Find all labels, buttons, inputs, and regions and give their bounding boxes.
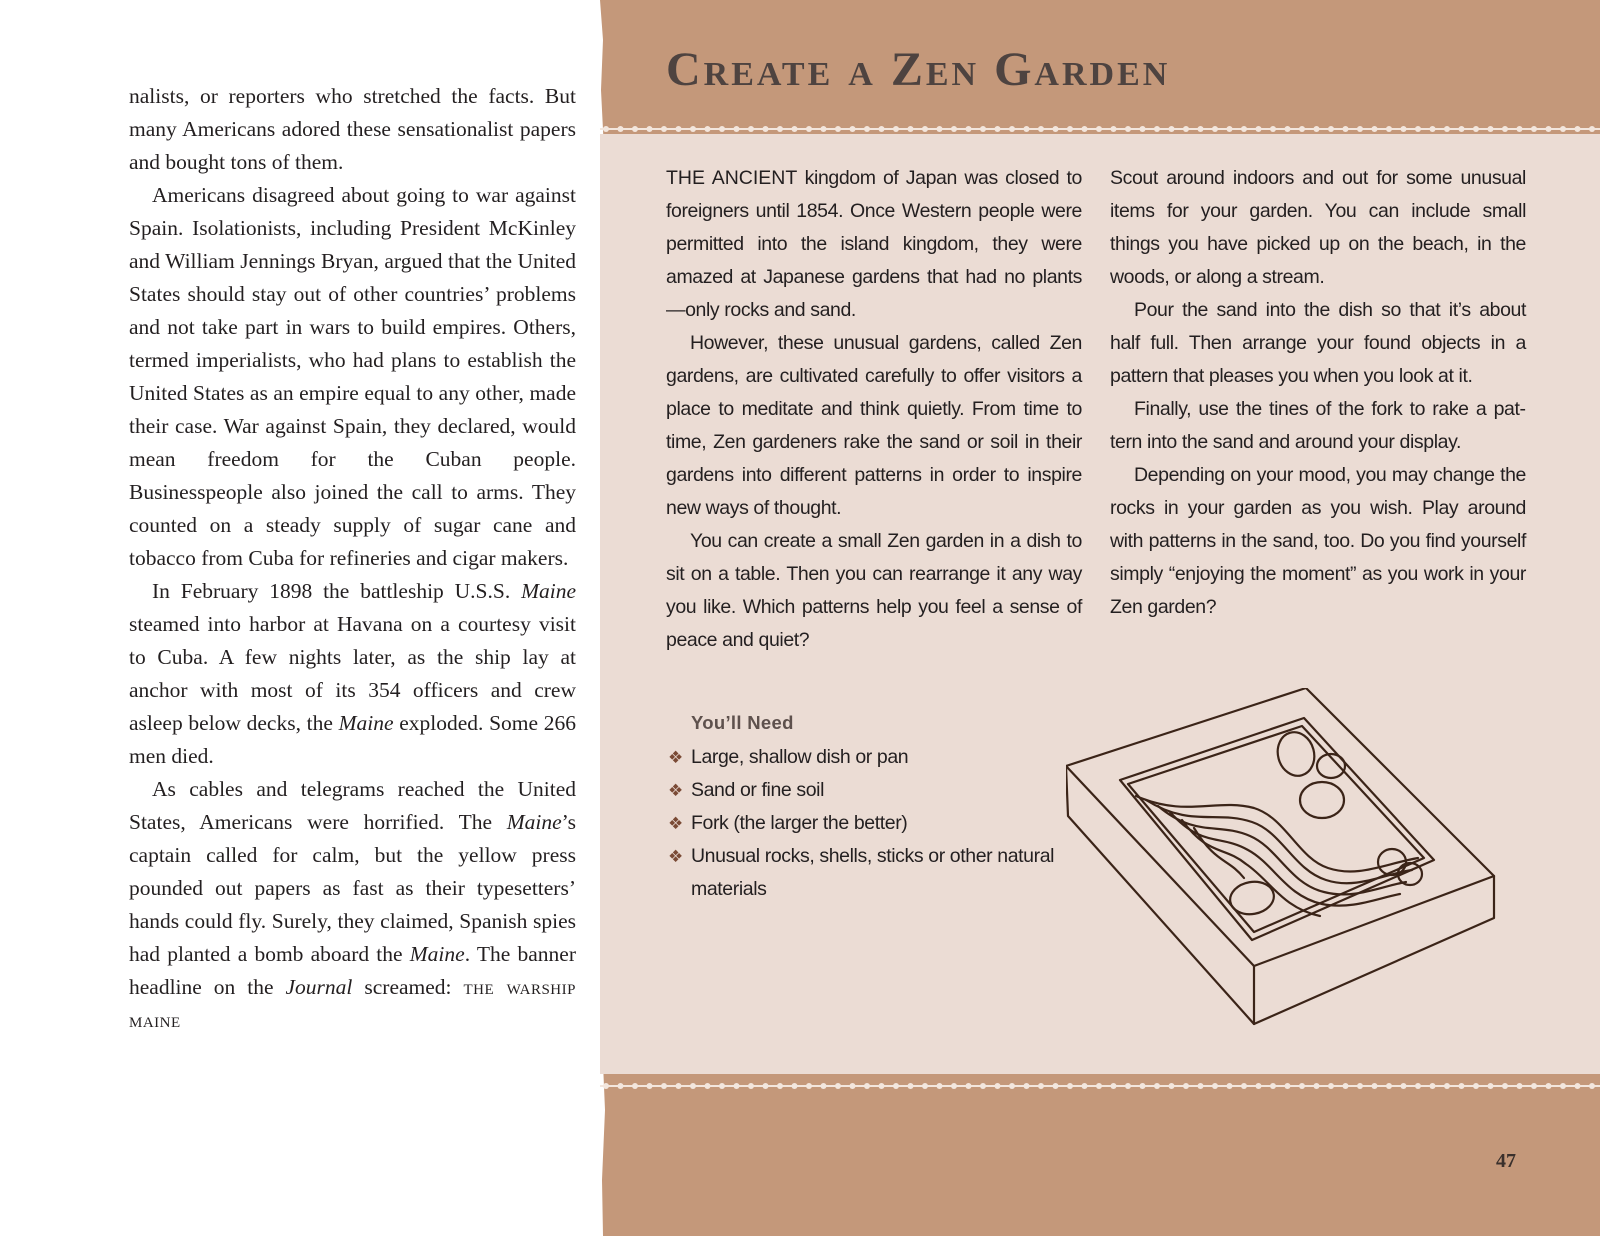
border-dot	[792, 126, 798, 132]
diamond-bullet-icon: ❖	[668, 847, 683, 866]
supplies-list	[666, 706, 1086, 906]
border-dot	[1053, 126, 1059, 132]
border-dot	[1096, 1083, 1102, 1089]
border-dot	[1183, 126, 1189, 132]
paragraph: Americans disagreed about going to war against Spain. Isolationists, including President McKinley and William Jennings Bryan, argued that the United States should stay out of other countries’ problems and not take part in wars to build empires. Others, termed imperialists, who had plans to establish the United States as an empire equal to any other, made their case. War against Spain, they declared, would mean freedom for the Cuban people. Businesspeople also joined the call to arms. They counted on a steady supply of sugar cane and tobacco from Cuba for refineries and cigar makers.	[129, 183, 576, 570]
border-dot	[690, 1083, 696, 1089]
border-dot	[1227, 1083, 1233, 1089]
diamond-bullet-icon: ❖	[668, 748, 683, 767]
paragraph: You can create a small Zen garden in a dish to sit on a table. Then you can rearrange it any way you like. Which patterns help you feel a sense of peace and quiet?	[666, 530, 1082, 651]
border-dot	[1256, 1083, 1262, 1089]
border-dot	[806, 1083, 812, 1089]
border-dot	[1502, 126, 1508, 132]
border-dot	[1140, 1083, 1146, 1089]
border-dot	[748, 126, 754, 132]
border-dot	[1575, 1083, 1581, 1089]
border-dot	[1125, 1083, 1131, 1089]
border-dot	[1082, 126, 1088, 132]
border-dot	[661, 126, 667, 132]
border-dot	[1401, 126, 1407, 132]
list-item-label: Unusual rocks, shells, sticks or other natural materials	[691, 845, 1055, 900]
text-run: steamed into harbor at Havana on a courtesy visit to Cuba. A few nights later, as the ship lay at anchor with most of its 354 officers and crew asleep below decks, the	[129, 612, 576, 735]
border-dot	[1357, 1083, 1363, 1089]
border-dot	[966, 126, 972, 132]
border-dot	[1009, 126, 1015, 132]
paragraph: Depending on your mood, you may change the rocks in your garden as you wish. Play around with patterns in the sand, too. Do you find yourself simply “enjoying the moment” as you work in your Zen garden?	[1110, 464, 1526, 618]
border-dot	[1198, 126, 1204, 132]
border-dot	[922, 126, 928, 132]
border-dot	[1285, 126, 1291, 132]
border-dot	[879, 1083, 885, 1089]
border-dot	[1067, 1083, 1073, 1089]
border-dot	[1256, 126, 1262, 132]
border-dot	[1430, 1083, 1436, 1089]
border-dot	[1473, 126, 1479, 132]
border-dot	[1299, 126, 1305, 132]
paragraph: However, these unusual gardens, called Zen gardens, are cultivated carefully to offer visitors a place to meditate and think quietly. From time to time, Zen gardeners rake the sand or soil in their gardens into different patterns in order to inspire new ways of thought.	[666, 332, 1082, 519]
border-dot	[632, 126, 638, 132]
border-dot	[879, 126, 885, 132]
border-dot	[835, 126, 841, 132]
border-dot	[719, 1083, 725, 1089]
border-dot	[806, 126, 812, 132]
border-dot	[1067, 126, 1073, 132]
paragraph: Scout around indoors and out for some unusual items for your garden. You can include small things you have picked up on the beach, in the woods, or along a stream.	[1110, 167, 1526, 288]
border-dot	[1473, 1083, 1479, 1089]
title-band	[600, 0, 1600, 122]
border-dot	[603, 126, 609, 132]
border-dot	[1343, 126, 1349, 132]
border-dot	[995, 1083, 1001, 1089]
border-dot	[763, 126, 769, 132]
paragraph: Pour the sand into the dish so that it’s about half full. Then arrange your found objects in a pattern that pleases you when you look at it.	[1110, 299, 1526, 387]
border-dot	[1357, 126, 1363, 132]
border-dot	[1154, 126, 1160, 132]
newspaper-name: Journal	[285, 975, 353, 999]
border-dot	[821, 1083, 827, 1089]
border-dot	[1415, 126, 1421, 132]
headline-small-caps: the warship maine	[129, 975, 576, 1032]
text-run: exploded. Some 266 men died.	[129, 711, 576, 768]
border-dot	[1009, 1083, 1015, 1089]
border-dot	[1096, 126, 1102, 132]
border-dot	[1024, 126, 1030, 132]
text-run: ’s captain called for calm, but the yellow press pounded out papers as fast as their typesetters’ hands could fly. Surely, they claimed, Spanish spies had planted a bomb aboard the	[129, 810, 576, 966]
border-dot	[1459, 126, 1465, 132]
border-dot	[1111, 1083, 1117, 1089]
border-dot	[1531, 126, 1537, 132]
border-dot	[980, 1083, 986, 1089]
border-dot	[1415, 1083, 1421, 1089]
border-dot	[1111, 126, 1117, 132]
list-item	[666, 774, 1086, 807]
border-dot	[763, 1083, 769, 1089]
border-dot	[995, 126, 1001, 132]
border-dot	[1241, 1083, 1247, 1089]
border-dot	[792, 1083, 798, 1089]
border-dot	[1546, 126, 1552, 132]
border-dot	[1560, 1083, 1566, 1089]
ship-name: Maine	[409, 942, 465, 966]
text-run: screamed:	[352, 975, 464, 999]
border-dot	[1285, 1083, 1291, 1089]
border-dot	[1502, 1083, 1508, 1089]
border-dot	[676, 1083, 682, 1089]
ship-name: Maine	[338, 711, 394, 735]
border-dot	[705, 126, 711, 132]
border-dot	[1531, 1083, 1537, 1089]
supplies-heading: You’ll Need	[691, 712, 794, 733]
border-dot	[1488, 1083, 1494, 1089]
border-dot	[1589, 1083, 1595, 1089]
border-dot	[821, 126, 827, 132]
border-dot	[1169, 126, 1175, 132]
border-dot	[1198, 1083, 1204, 1089]
list-item-label: Large, shallow dish or pan	[691, 746, 909, 768]
border-dot	[1299, 1083, 1305, 1089]
border-dot	[1589, 126, 1595, 132]
border-dot	[1459, 1083, 1465, 1089]
list-item-label: Fork (the larger the better)	[691, 812, 908, 834]
border-dot	[1488, 126, 1494, 132]
page-number: 47	[1496, 1150, 1516, 1172]
border-dot	[1183, 1083, 1189, 1089]
border-dot	[1314, 126, 1320, 132]
paragraph: nalists, or reporters who stretched the facts. But many Americans adored these sensationalist papers and bought tons of them.	[129, 84, 576, 174]
border-dot	[1444, 1083, 1450, 1089]
border-dot	[1227, 126, 1233, 132]
list-item-label: Sand or fine soil	[691, 779, 825, 801]
border-dot	[618, 1083, 624, 1089]
border-dot	[748, 1083, 754, 1089]
border-dot	[1372, 1083, 1378, 1089]
border-dot	[1517, 126, 1523, 132]
border-dot	[966, 1083, 972, 1089]
supplies-items	[666, 741, 1086, 906]
paragraph	[666, 162, 1082, 327]
border-dot	[1154, 1083, 1160, 1089]
border-dot	[1038, 1083, 1044, 1089]
lead-in: THE ANCIENT	[666, 167, 798, 189]
border-dot	[647, 1083, 653, 1089]
border-dot	[893, 126, 899, 132]
text-run: kingdom of Japan was closed to foreigners until 1854. Once Western people were permitted into the island kingdom, they were amazed at Japanese gardens that had no plants—only rocks and sand.	[666, 167, 1082, 321]
paragraph	[129, 575, 576, 773]
border-dot	[1444, 126, 1450, 132]
paragraph: Finally, use the tines of the fork to rake a pattern into the sand and around your display.	[1110, 398, 1526, 453]
border-dot	[908, 126, 914, 132]
border-dot	[1546, 1083, 1552, 1089]
border-dot	[1560, 126, 1566, 132]
border-dot	[690, 126, 696, 132]
border-dot	[1082, 1083, 1088, 1089]
border-dot	[864, 1083, 870, 1089]
ship-name: Maine	[506, 810, 562, 834]
zen-garden-tray-illustration	[1066, 688, 1516, 1058]
diamond-bullet-icon: ❖	[668, 814, 683, 833]
left-page-body	[129, 80, 576, 1037]
list-item	[666, 741, 1086, 774]
border-dot	[1212, 1083, 1218, 1089]
border-dot	[1053, 1083, 1059, 1089]
sidebar-column-right	[1110, 162, 1526, 624]
border-dot	[1328, 126, 1334, 132]
border-dot	[835, 1083, 841, 1089]
border-dot	[676, 126, 682, 132]
border-dot	[1169, 1083, 1175, 1089]
text-run: In February 1898 the battleship U.S.S.	[152, 579, 522, 603]
border-dot	[1212, 126, 1218, 132]
border-dot	[937, 1083, 943, 1089]
left-page	[0, 0, 600, 1236]
diamond-bullet-icon: ❖	[668, 781, 683, 800]
border-dot	[1386, 126, 1392, 132]
border-dot	[1401, 1083, 1407, 1089]
border-dot	[1328, 1083, 1334, 1089]
paragraph	[129, 773, 576, 1037]
border-dot	[1314, 1083, 1320, 1089]
border-dot	[777, 126, 783, 132]
border-dot	[719, 126, 725, 132]
dotted-border-bottom	[600, 1080, 1600, 1092]
border-dot	[734, 126, 740, 132]
border-dot	[661, 1083, 667, 1089]
border-dot	[1024, 1083, 1030, 1089]
border-dot	[618, 126, 624, 132]
border-dot	[922, 1083, 928, 1089]
zen-garden-sidebar	[600, 0, 1600, 1236]
border-dot	[1140, 126, 1146, 132]
border-dot	[893, 1083, 899, 1089]
border-dot	[951, 126, 957, 132]
border-dot	[705, 1083, 711, 1089]
border-dot	[1517, 1083, 1523, 1089]
list-item	[666, 840, 1086, 906]
sidebar-column-left	[666, 162, 1082, 657]
border-dot	[1270, 126, 1276, 132]
border-dot	[937, 126, 943, 132]
border-dot	[1372, 126, 1378, 132]
border-dot	[1430, 126, 1436, 132]
sidebar-title: Create a Zen Garden	[666, 43, 1171, 96]
border-dot	[734, 1083, 740, 1089]
border-dot	[1575, 126, 1581, 132]
ship-name: Maine	[521, 579, 576, 603]
border-dot	[864, 126, 870, 132]
border-dot	[1386, 1083, 1392, 1089]
border-dot	[777, 1083, 783, 1089]
border-dot	[647, 126, 653, 132]
border-dot	[908, 1083, 914, 1089]
list-item	[666, 807, 1086, 840]
border-dot	[603, 1083, 609, 1089]
border-dot	[980, 126, 986, 132]
text-run: As cables and telegrams reached the United States, Americans were horrified. The	[129, 777, 576, 834]
border-dot	[1343, 1083, 1349, 1089]
border-dot	[1125, 126, 1131, 132]
border-dot	[1241, 126, 1247, 132]
border-dot	[632, 1083, 638, 1089]
border-dot	[1038, 126, 1044, 132]
text-run: . The banner headline on the	[129, 942, 576, 999]
border-dot	[951, 1083, 957, 1089]
border-dot	[850, 126, 856, 132]
border-dot	[1270, 1083, 1276, 1089]
border-dot	[850, 1083, 856, 1089]
